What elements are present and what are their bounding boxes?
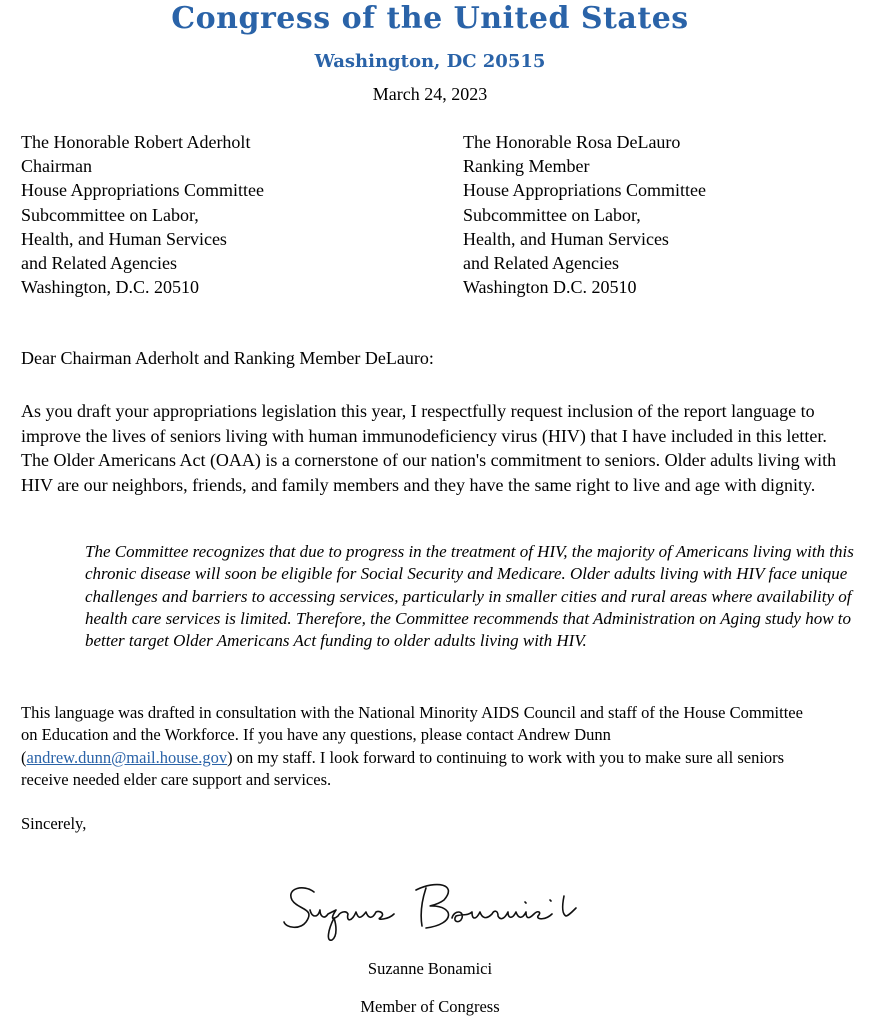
address-line: House Appropriations Committee — [21, 180, 264, 201]
address-line: Subcommittee on Labor, — [463, 204, 641, 225]
address-line: House Appropriations Committee — [463, 180, 706, 201]
address-line: Health, and Human Services — [21, 228, 227, 249]
recipient-address-left — [21, 130, 264, 299]
address-line: The Honorable Rosa DeLauro — [463, 132, 681, 152]
letter-date: March 24, 2023 — [372, 84, 488, 104]
address-line: and Related Agencies — [21, 253, 177, 274]
body-paragraph-2 — [21, 702, 821, 791]
signer-title: Member of Congress — [360, 997, 500, 1016]
address-line: The Honorable Robert Aderholt — [21, 132, 251, 152]
salutation: Dear Chairman Aderholt and Ranking Member DeLauro: — [21, 348, 434, 368]
address-line: Subcommittee on Labor, — [21, 204, 199, 225]
paragraph-2-text: ) on my staff. I look forward to continuing to work with you to make sure all seniors receive needed elder care support and services. — [21, 747, 785, 789]
signer-name: Suzanne Bonamici — [367, 959, 493, 978]
address-line: Health, and Human Services — [463, 228, 669, 249]
body-paragraph-1: As you draft your appropriations legislation this year, I respectfully request inclusion of the report language to improve the lives of seniors living with human immunodeficiency virus (HIV) that I have included in this letter. The Older Americans Act (OAA) is a cornerstone of our nation's commitment to seniors. Older adults living with HIV are our neighbors, friends, and family members and they have the same right to live and age with dignity. — [21, 401, 837, 495]
address-line: Chairman — [21, 156, 92, 177]
signature-image — [276, 870, 596, 950]
recipient-address-right — [463, 130, 706, 299]
letterhead-city: Washington, DC 20515 — [314, 51, 546, 72]
closing-valediction: Sincerely, — [21, 814, 87, 833]
address-line: Washington D.C. 20510 — [463, 277, 637, 298]
report-language-quote: The Committee recognizes that due to progress in the treatment of HIV, the majority of Americans living with this chronic disease will soon be eligible for Social Security and Medicare. Older adults living with HIV face unique challenges and barriers to accessing services, particularly in smaller cities and rural areas where availability of health care services is limited. Therefore, the Committee recommends that Administration on Aging study how to better target Older Americans Act funding to older adults living with HIV. — [85, 542, 854, 651]
letterhead-title: Congress of the United States — [171, 1, 689, 36]
email-link[interactable]: andrew.dunn@mail.house.gov — [26, 747, 228, 767]
address-line: Washington, D.C. 20510 — [21, 277, 200, 298]
address-line: Ranking Member — [463, 156, 590, 177]
paragraph-2-text: This language was drafted in consultation with the National Minority AIDS Council and staff of the House Committee on Education and the Workforce. If you have any questions, please contact Andrew Dunn ( — [21, 703, 803, 767]
address-line: and Related Agencies — [463, 253, 619, 274]
